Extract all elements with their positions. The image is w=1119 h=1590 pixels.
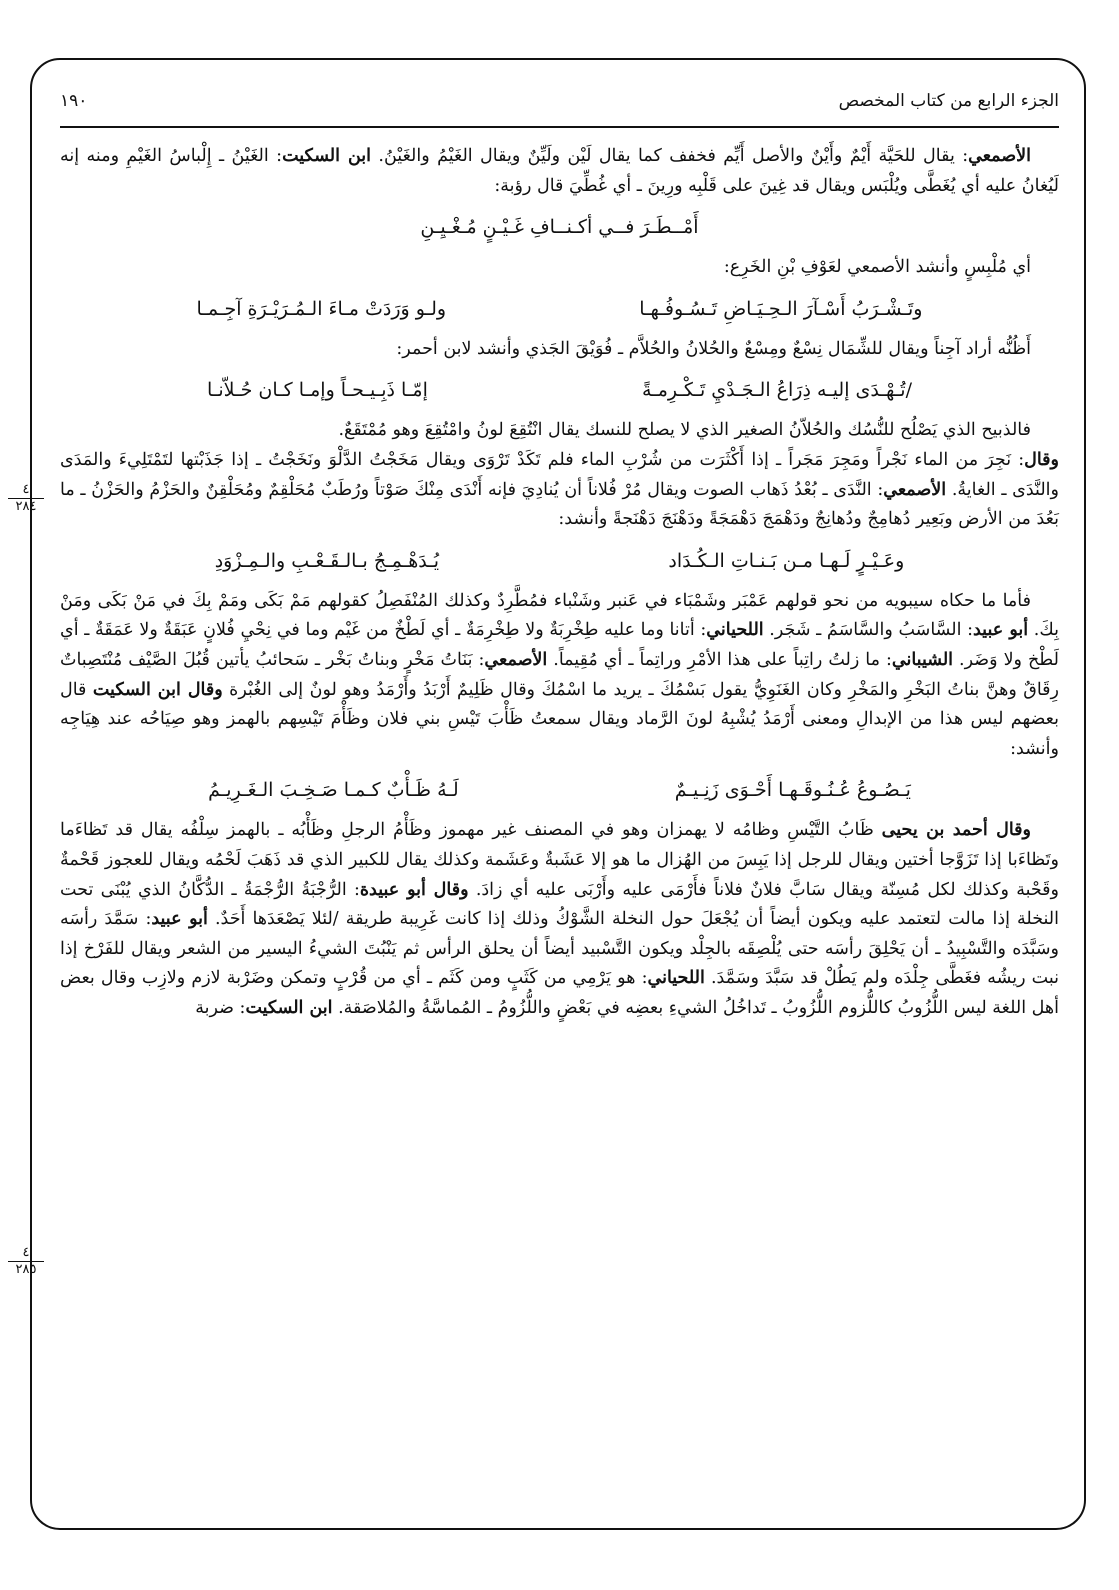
verse-hemistich: /تُـهْـدَى إليـه ذِرَاعُ الـجَـدْيِ تَـكْـرِمـةً	[641, 379, 912, 402]
text-run: ظَابُ التَّيْسِ وظامُه لا يهمزان وهو في المصنف غير مهموز وظَأْمُ الرجلِ وظَأْبُه ـ بالهمز سِلْفُه يقال قد تَظاءَما وتَظاءَبا إذا تَزَوَّجا أختين ويقال للرجل إذا يَبِسَ من الهُزال ما هو إلا عَشَبةٌ وعَشَمة وكذلك يقال للكبير الذي قد ذَهَبَ لَحْمُه ويقال للعجوز قَحْمةٌ وقَحْبة وكذلك لكل مُسِنّة ويقال سَابَّ فلانٌ فلاناً فأَرْمَى عليه وأَرْبَى عليه أي زادَ.	[60, 820, 1059, 900]
author-name: وقال ابن السكيت	[92, 679, 223, 700]
text-run: : نَجِرَ من الماء نَجْراً ومَجِرَ مَجَراً ـ إذا أَكْثَرَت من شُرْبِ الماء فلم تَكَدْ تَرْوَى ويقال مَخَجْتُ الدَّلْوَ ونَخَجْتُ ـ إذا جَذَبْتها لتَمْتَلِيءَ والمَدَى والنَّدَى ـ الغايةُ.	[60, 449, 1059, 500]
page-header	[60, 86, 1059, 116]
author-name: أبو عبيد	[973, 620, 1029, 641]
author-name: وقال أحمد بن يحيى	[881, 820, 1031, 841]
page-number: ١٩٠	[60, 91, 88, 111]
paragraph	[60, 446, 1059, 535]
margin-ref-bottom: ٢٨٤	[15, 499, 37, 514]
author-name: ابن السكيت	[282, 146, 371, 166]
verse-hemistich: لَـهُ ظَـأْبٌ كـمـا صَـخِـبَ الـغَـرِيـمُ	[208, 779, 459, 802]
text-run: : السَّاسَبُ والسَّاسَمُ ـ شَجَر.	[763, 620, 973, 641]
verse-line: أَمْــطَـرَ فــي أكـنــافِ غَـيْـنٍ مُـغْـيِـنِ	[420, 216, 699, 239]
author-name: أبو عبيد	[151, 909, 208, 930]
paragraph	[60, 587, 1059, 765]
author-name: ابن السكيت	[245, 997, 333, 1018]
text-run: : النَّدَى ـ بُعْدُ ذَهاب الصوت ويقال مُرْ فُلاناً أن يُنادِيَ فإنه أَنْدَى مِنْكَ صَوْتاً ورُطَبٌ مُحَلْقِمٌ ومُحَلْقِنٌ والحَزْمُ والحَزْنُ ـ ما بَعُدَ من الأرض وبَعِير دُهامِجٌ ودُهانِجٌ ودَهْمَجَ دَهْمَجَةً ودَهْنَجَ دَهْنَجةً وأنشد:	[60, 479, 1059, 530]
paragraph	[60, 142, 1059, 201]
text-run: : ما زلتُ راتِباً على هذا الأمْرِ وراتِماً ـ أي مُقِيماً.	[547, 649, 892, 670]
text-run: : بَنَاتُ مَخْرٍ وبناتُ بَخْر ـ سَحائبُ يأتين قُبُلَ الصَّيْف مُنْتَصِباتٌ رِقَاقٌ وهنَّ بناتُ البَخْرِ والمَخْرِ وكان الغَنَوِيُّ يقول بَسْمُكَ ـ يريد ما اسْمُكَ وقال ظَلِيمٌ أَرْبَدُ وأَرْمَدُ وهو لونٌ إلى الغُبْرة	[60, 649, 1059, 700]
margin-ref-bottom: ٢٨٥	[15, 1262, 37, 1277]
verse-couplet	[100, 770, 1019, 810]
author-name: وقال أبو عبيدة	[359, 879, 469, 900]
verse-hemistich: إمّـا ذَبِـيـحـاً وإمـا كـان حُـلاّنـا	[207, 379, 428, 402]
verse-hemistich: وتَـشْـرَبُ أَسْـآرَ الـحِـيَـاضِ تَـسُـوفُـهـا	[639, 297, 923, 320]
margin-reference-2	[8, 1245, 44, 1278]
text-run: : الغَيْنُ ـ إِلْباسُ الغَيْمِ ومنه إنه لَيُغانُ عليه أي يُغَطَّى ويُلْبَس ويقال قد غِينَ على قَلْبِه ورِينَ ـ أي غُطِّيَ قال رؤبة:	[60, 146, 1059, 196]
verse-hemistich: يَـصُـوعُ عُـنُـوقَـهـا أَحْـوَى زَنِـيـمٌ	[674, 779, 911, 802]
paragraph: فالذبيح الذي يَصْلُح للنُّسُك والحُلاّنُ الصغير الذي لا يصلح للنسك يقال انْتُقِعَ لونُ وامْتُقِعَ وهو مُمْتَقَعٌ.	[338, 420, 1031, 441]
header-rule	[60, 126, 1059, 128]
author-name: الأصمعي	[484, 649, 548, 670]
verse-hemistich: ولـو وَرَدَتْ مـاءَ الـمُـرَيْـرَةِ آجِـمـا	[196, 297, 447, 320]
author-name: الأصمعي	[968, 146, 1031, 166]
text-run: : هو يَرْمِي من كَثَبٍ ومن كَثَم ـ أي من قُرْبٍ وتمكن وضَرْبة لازم ولازِب وقال بعض أهل اللغة ليس اللُّزُوبُ كاللُّزوم اللُّزُوبُ ـ تَداخُلُ الشيءِ بعضِه في بَعْضٍ واللُّزُومُ ـ المُماسَّةُ والمُلاصَقة.	[60, 968, 1059, 1018]
text-run: : يقال للحَيَّة أَيْمٌ وأَيْنٌ والأصل أَيِّم فخفف كما يقال لَيْن ولَيِّنٌ ويقال الغَيْمُ والغَيْنُ.	[371, 146, 969, 166]
margin-ref-top: ٤	[8, 1245, 44, 1262]
paragraph	[60, 816, 1059, 1023]
main-text	[60, 142, 1059, 1023]
text-run: : ضربة	[195, 997, 246, 1018]
text-run: فأما ما حكاه سيبويه من نحو قولهم عَمْبَر وشَمْبَاء في عَنبر وشَنْباء فمُطَّرِدٌ وكذلك المُنْفَصِلُ كقولهم مَمْ بَكَى ومَمْ بِكَ في مَنْ بَكَى ومَنْ بِكَ.	[60, 590, 1059, 641]
verse-couplet	[100, 541, 1019, 581]
paragraph: أي مُلْبِسٍ وأنشد الأصمعي لعَوْفِ بْنِ الخَرِع:	[723, 257, 1031, 278]
margin-reference-1	[8, 482, 44, 515]
text-run: قال بعضهم ليس هذا من الإبدالِ ومعنى أَرْمَدُ يُشْبِهُ لونَ الرَّماد ويقال سمعتُ ظَأْبَ تَيْسِ بني فلان وظَأْمَ تَيْسِهم بالهمز وهو صِيَاحُه عند هِيَاجِه وأنشد:	[60, 679, 1059, 759]
verse-couplet	[100, 289, 1019, 329]
text-run: : الرُّجْبَةُ الرُّجْمَةُ ـ الدُّكَّانُ الذي يُبْنَى تحت النخلة إذا مالت لتعتمد عليه ويكون أيضاً أن يُجْعَلَ حول النخلة الشَّوْكُ وذلك إذا كانت غَرِيبة طريقة /لئلا يَصْعَدَها أَحَدٌ.	[60, 879, 1059, 930]
verse-couplet	[100, 370, 1019, 410]
verse-hemistich: يُـدَهْـمِـجُ بـالـقَـعْـبِ والـمِـزْوَدِ	[214, 549, 440, 572]
text-run: : أتانا وما عليه طِخْرِبَةٌ ولا طِخْرِمَةٌ ـ أي لَطْخٌ من غَيْم وما في نِحْيِ فُلانٍ عَبَقَةٌ ولا عَمَقَةٌ ـ أي لَطْخ ولا وَضَر.	[60, 620, 1059, 670]
author-name: اللحياني	[647, 968, 705, 989]
author-name: الأصمعي	[883, 479, 947, 500]
verse-hemistich: وعَـيْـرٍ لَـهـا مـن بَـنـاتِ الـكُـدَاد	[668, 549, 905, 572]
paragraph: أَظُنُّه أراد آجِناً ويقال للشِّمَال نِسْعٌ ومِسْعٌ والحُلانُ والحُلاَّم ـ فُوَيْقَ الجَذي وأنشد لابن أحمر:	[396, 338, 1031, 359]
author-name: الشيباني	[891, 649, 954, 670]
author-name: وقال	[1024, 449, 1059, 470]
text-run: : سَمَّدَ رأسَه وسَبَّدَه والتَّسْبِيدُ ـ أن يَحْلِقَ رأسَه حتى يُلْصِقَه بالجِلْد ويكون التَّسْبيد أيضاً أن يحلق الرأس ثم يَنْبُتَ الشيءُ اليسير من الشعر ويقال للفَرْخ إذا نبت ريشُه فغَطَّى جِلْدَه ولم يَطُلْ قد سَبَّدَ وسَمَّدَ.	[60, 909, 1060, 989]
author-name: اللحياني	[706, 620, 764, 641]
running-title: الجزء الرابع من كتاب المخصص	[838, 91, 1059, 111]
margin-ref-top: ٤	[8, 482, 44, 499]
